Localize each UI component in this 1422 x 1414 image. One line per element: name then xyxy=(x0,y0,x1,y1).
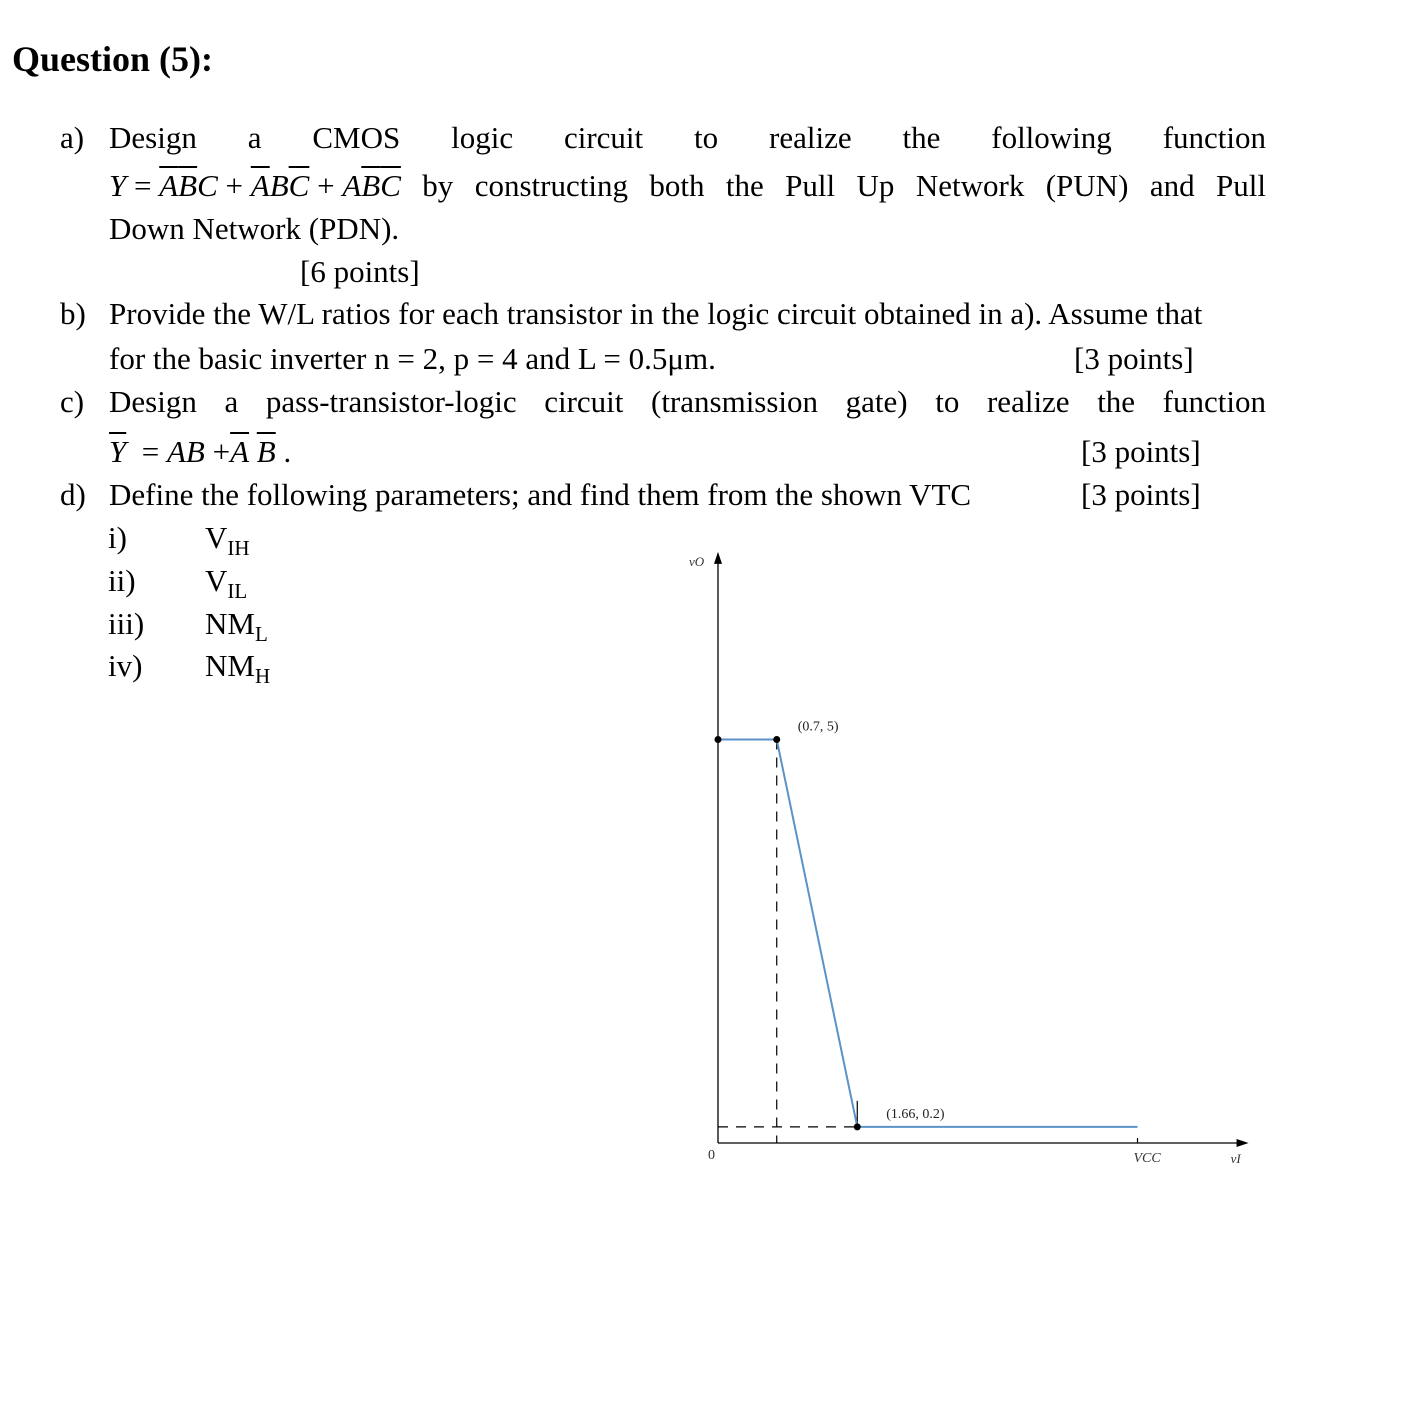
data-point xyxy=(715,736,722,743)
part-c-word: realize xyxy=(986,384,1070,419)
question-title: Question (5): xyxy=(12,39,213,79)
part-a-word: (PUN) xyxy=(1045,168,1129,203)
part-d-text: Define the following parameters; and find them from the shown VTC xyxy=(109,477,972,512)
data-point xyxy=(773,736,780,743)
part-c-word: Design xyxy=(109,384,197,419)
part-a-word: the xyxy=(725,168,764,203)
item-nmh: $NM_H$ xyxy=(205,648,271,688)
part-a-word: function xyxy=(1162,120,1266,155)
part-a-word: to xyxy=(694,120,719,155)
item-number: ii) xyxy=(108,563,136,598)
part-c-word: function xyxy=(1162,384,1266,419)
part-a-word: CMOS xyxy=(312,120,401,155)
part-c-word: circuit xyxy=(544,384,624,419)
part-c-word: the xyxy=(1097,384,1136,419)
item-vih: $V_{IH}$ xyxy=(205,520,250,560)
item-number: iv) xyxy=(108,648,143,683)
part-a-word: Pull xyxy=(1215,168,1266,203)
function-equation: $Y = \overline{A}\overline{B}C + \overline{A}B\overline{C} + A\overline{B}\overline{C}$ xyxy=(109,168,401,203)
part-a-points: [6 points] xyxy=(300,254,420,289)
x-axis-arrow xyxy=(1237,1139,1249,1147)
part-a-word: Design xyxy=(109,120,197,155)
part-a-word: and xyxy=(1149,168,1195,203)
part-d-label: d) xyxy=(60,477,86,512)
part-a-label: a) xyxy=(60,120,85,155)
part-c-word: (transmission xyxy=(651,384,819,419)
item-number: iii) xyxy=(108,606,145,641)
part-b-line2: for the basic inverter n = 2, p = 4 and L = 0.5μm. xyxy=(109,341,716,376)
part-b-line1: Provide the W/L ratios for each transistor in the logic circuit obtained in a). Assume that xyxy=(109,296,1203,331)
part-a-word: constructing xyxy=(474,168,628,203)
item-nml: $NM_L$ xyxy=(205,606,268,646)
origin-label: 0 xyxy=(708,1148,715,1163)
part-a-word: Up xyxy=(856,168,895,203)
data-point xyxy=(854,1123,861,1130)
annotation-label: (1.66, 0.2) xyxy=(886,1106,945,1122)
vtc-curve xyxy=(718,740,1138,1127)
part-a-line3: Down Network (PDN). xyxy=(109,211,400,246)
part-a-word: Network xyxy=(915,168,1025,203)
part-c-word: a xyxy=(224,384,239,419)
part-b-points: [3 points] xyxy=(1074,341,1194,376)
part-c-points: [3 points] xyxy=(1081,434,1201,469)
item-vil: $V_{IL}$ xyxy=(205,563,248,603)
part-c-label: c) xyxy=(60,384,85,419)
xnor-equation: $\overline{Y}$ = AB $+\overline{A}$ $\overline{B}$ . xyxy=(109,434,292,469)
part-a-word: the xyxy=(902,120,941,155)
part-a-word: Pull xyxy=(785,168,836,203)
part-a-word: both xyxy=(649,168,705,203)
part-d-points: [3 points] xyxy=(1081,477,1201,512)
part-a-word: realize xyxy=(769,120,852,155)
part-a-word: logic xyxy=(451,120,514,155)
part-a-word: circuit xyxy=(563,120,644,155)
part-a-word: a xyxy=(247,120,262,155)
vcc-label: VCC xyxy=(1133,1151,1161,1166)
y-axis-arrow xyxy=(714,552,722,564)
part-c-word: pass-transistor-logic xyxy=(265,384,517,419)
x-axis-label: vI xyxy=(1230,1151,1241,1166)
annotation-label: (0.7, 5) xyxy=(797,719,839,735)
part-a-word: following xyxy=(991,120,1112,155)
part-c-word: gate) xyxy=(845,384,908,419)
item-number: i) xyxy=(108,520,127,555)
part-b-label: b) xyxy=(60,296,86,331)
part-a-word: by xyxy=(422,168,454,203)
part-c-word: to xyxy=(935,384,960,419)
y-axis-label: vO xyxy=(689,553,705,569)
